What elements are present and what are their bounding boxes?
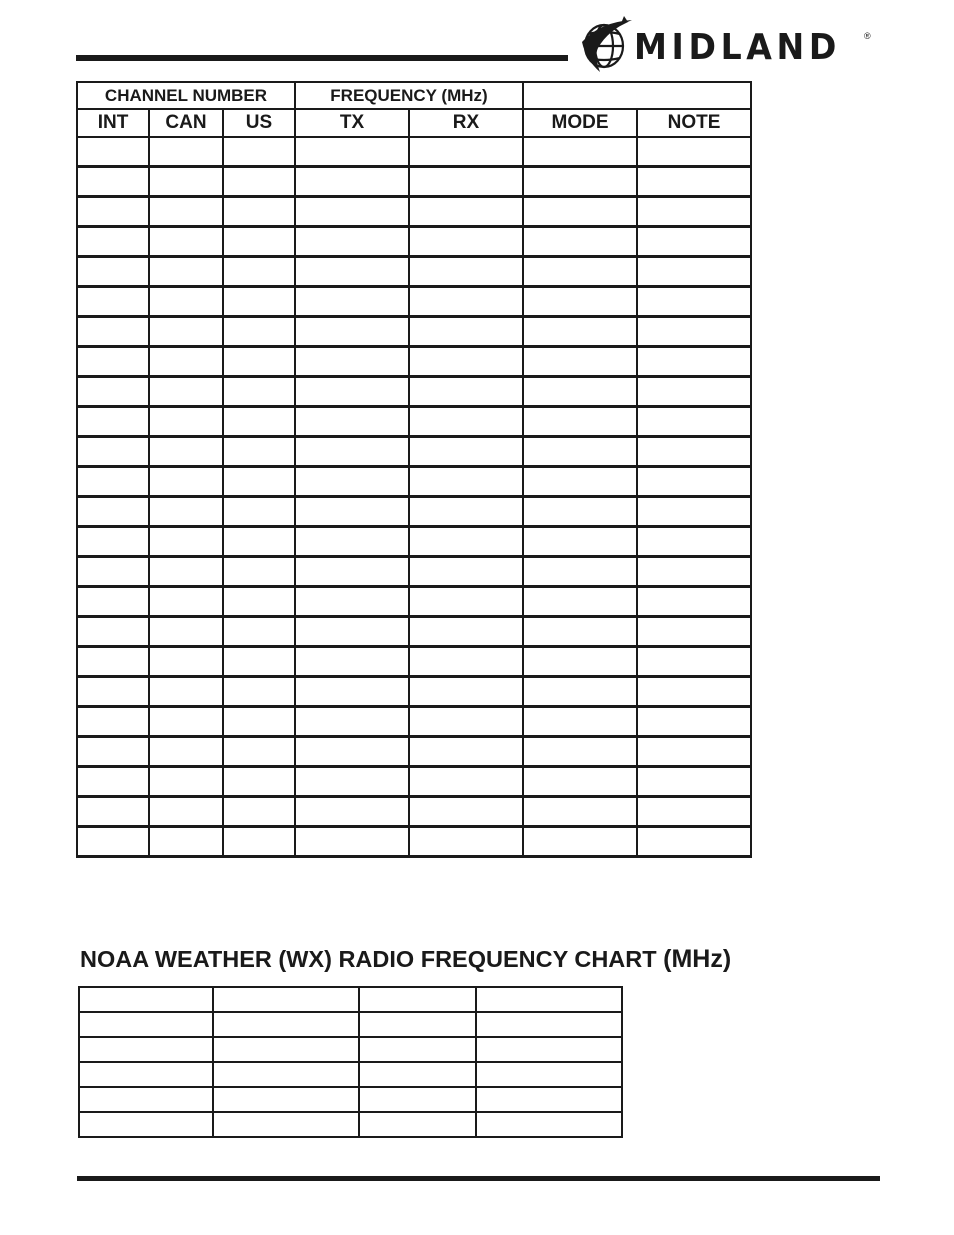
- table-row: [79, 1012, 622, 1037]
- table-cell: [295, 497, 409, 527]
- table-cell: [149, 257, 223, 287]
- table-cell: [359, 987, 476, 1012]
- table-cell: [149, 377, 223, 407]
- table-cell: [149, 767, 223, 797]
- table-cell: [213, 1012, 359, 1037]
- table-cell: [295, 467, 409, 497]
- table-cell: [223, 497, 295, 527]
- table-cell: [637, 797, 751, 827]
- table-cell: [77, 797, 149, 827]
- table-cell: [409, 587, 523, 617]
- table-cell: [77, 497, 149, 527]
- table-cell: [149, 287, 223, 317]
- table-cell: [523, 347, 637, 377]
- table-cell: [476, 1062, 622, 1087]
- brand-wordmark: [634, 27, 841, 68]
- table-cell: [149, 647, 223, 677]
- table-cell: [523, 707, 637, 737]
- table-cell: [295, 377, 409, 407]
- table-cell: [77, 137, 149, 167]
- table-cell: [149, 347, 223, 377]
- table-cell: [409, 197, 523, 227]
- table-cell: [523, 437, 637, 467]
- brand-first-letter: M: [634, 27, 672, 68]
- table-cell: [77, 737, 149, 767]
- table-row: [77, 467, 751, 497]
- table-cell: [149, 677, 223, 707]
- table-cell: [637, 707, 751, 737]
- table-row: [77, 587, 751, 617]
- table-cell: [149, 557, 223, 587]
- table-cell: [637, 647, 751, 677]
- table-row: [77, 737, 751, 767]
- table-cell: [409, 737, 523, 767]
- table-cell: [77, 467, 149, 497]
- table-cell: [637, 617, 751, 647]
- table-cell: [523, 527, 637, 557]
- table-cell: [359, 1037, 476, 1062]
- table-cell: [149, 197, 223, 227]
- table-cell: [523, 197, 637, 227]
- table-cell: [79, 987, 213, 1012]
- table-row: [77, 197, 751, 227]
- table-cell: [149, 527, 223, 557]
- table-cell: [223, 587, 295, 617]
- table-cell: [295, 347, 409, 377]
- table-cell: [77, 647, 149, 677]
- table-cell: [295, 827, 409, 857]
- table-cell: [223, 257, 295, 287]
- table-cell: [409, 497, 523, 527]
- table-cell: [523, 617, 637, 647]
- table-cell: [523, 407, 637, 437]
- table-cell: [213, 1112, 359, 1137]
- table-cell: [223, 617, 295, 647]
- table-cell: [637, 287, 751, 317]
- table-cell: [295, 647, 409, 677]
- table-cell: [409, 557, 523, 587]
- table-cell: [637, 827, 751, 857]
- table-cell: [223, 317, 295, 347]
- table-cell: [359, 1112, 476, 1137]
- table-cell: [637, 587, 751, 617]
- table-cell: [523, 257, 637, 287]
- table-cell: [523, 167, 637, 197]
- table-cell: [409, 617, 523, 647]
- table-cell: [409, 437, 523, 467]
- table-cell: [409, 767, 523, 797]
- registered-mark: ®: [864, 31, 871, 41]
- table-row: [77, 377, 751, 407]
- brand-rest: IDLAND: [671, 27, 841, 68]
- table-cell: [523, 497, 637, 527]
- table-cell: [223, 767, 295, 797]
- column-header-mode: MODE: [523, 109, 637, 137]
- table-cell: [409, 527, 523, 557]
- table-cell: [295, 527, 409, 557]
- table-row: [77, 167, 751, 197]
- table-cell: [149, 467, 223, 497]
- table-cell: [637, 737, 751, 767]
- table-row: [79, 1037, 622, 1062]
- table-cell: [295, 707, 409, 737]
- column-header-note: NOTE: [637, 109, 751, 137]
- table-cell: [149, 797, 223, 827]
- table-cell: [637, 497, 751, 527]
- table-cell: [523, 587, 637, 617]
- table-cell: [523, 737, 637, 767]
- table-cell: [149, 827, 223, 857]
- table-cell: [77, 527, 149, 557]
- table-cell: [223, 227, 295, 257]
- table-cell: [79, 1112, 213, 1137]
- table-cell: [637, 137, 751, 167]
- globe-swoosh-icon: [580, 12, 634, 78]
- table-cell: [223, 467, 295, 497]
- table-cell: [149, 587, 223, 617]
- table-cell: [409, 797, 523, 827]
- footer-rule: [77, 1176, 880, 1181]
- table-cell: [295, 407, 409, 437]
- table-cell: [223, 197, 295, 227]
- table-cell: [523, 227, 637, 257]
- table-cell: [223, 527, 295, 557]
- table-row: [77, 527, 751, 557]
- wx-chart-title: [80, 944, 731, 974]
- table-cell: [637, 197, 751, 227]
- table-cell: [79, 1037, 213, 1062]
- table-row: [77, 707, 751, 737]
- table-row: [77, 647, 751, 677]
- table-cell: [637, 257, 751, 287]
- wx-title-text: NOAA WEATHER (WX) RADIO FREQUENCY CHART: [80, 946, 657, 972]
- table-row: [77, 407, 751, 437]
- table-cell: [223, 557, 295, 587]
- table-cell: [523, 797, 637, 827]
- table-cell: [149, 437, 223, 467]
- table-cell: [295, 287, 409, 317]
- table-row: [77, 317, 751, 347]
- table-cell: [409, 227, 523, 257]
- table-cell: [409, 257, 523, 287]
- table-cell: [295, 317, 409, 347]
- table-cell: [476, 1012, 622, 1037]
- table-cell: [149, 737, 223, 767]
- table-cell: [223, 677, 295, 707]
- table-cell: [409, 827, 523, 857]
- table-row: [77, 677, 751, 707]
- table-cell: [295, 797, 409, 827]
- wx-frequency-table: [78, 986, 623, 1138]
- table-cell: [295, 167, 409, 197]
- table-cell: [149, 707, 223, 737]
- table-cell: [523, 677, 637, 707]
- table-cell: [149, 497, 223, 527]
- table-cell: [223, 167, 295, 197]
- column-header-us: US: [223, 109, 295, 137]
- table-cell: [359, 1062, 476, 1087]
- table-cell: [77, 437, 149, 467]
- table-cell: [637, 467, 751, 497]
- frequency-header: FREQUENCY (MHz): [295, 82, 523, 109]
- table-row: [77, 137, 751, 167]
- table-cell: [409, 167, 523, 197]
- table-cell: [409, 347, 523, 377]
- table-cell: [523, 287, 637, 317]
- table-cell: [223, 137, 295, 167]
- table-cell: [223, 347, 295, 377]
- table-cell: [409, 137, 523, 167]
- table-cell: [637, 227, 751, 257]
- table-cell: [77, 287, 149, 317]
- table-row: [77, 347, 751, 377]
- table-cell: [77, 587, 149, 617]
- table-cell: [149, 227, 223, 257]
- table-cell: [295, 557, 409, 587]
- table-cell: [295, 737, 409, 767]
- table-cell: [223, 707, 295, 737]
- wx-title-unit: (MHz): [663, 945, 732, 973]
- table-cell: [637, 437, 751, 467]
- table-cell: [409, 407, 523, 437]
- table-row: [77, 437, 751, 467]
- table-cell: [409, 677, 523, 707]
- table-cell: [523, 317, 637, 347]
- column-header-rx: RX: [409, 109, 523, 137]
- table-cell: [149, 617, 223, 647]
- table-cell: [223, 437, 295, 467]
- table-cell: [77, 617, 149, 647]
- table-cell: [637, 407, 751, 437]
- table-cell: [637, 167, 751, 197]
- table-row: [79, 1087, 622, 1112]
- table-cell: [637, 347, 751, 377]
- table-cell: [77, 827, 149, 857]
- table-cell: [523, 557, 637, 587]
- table-cell: [295, 197, 409, 227]
- table-cell: [79, 1087, 213, 1112]
- column-header-tx: TX: [295, 109, 409, 137]
- table-cell: [409, 317, 523, 347]
- table-cell: [637, 527, 751, 557]
- table-cell: [77, 317, 149, 347]
- table-cell: [149, 407, 223, 437]
- table-cell: [637, 317, 751, 347]
- table-cell: [213, 1062, 359, 1087]
- column-header-can: CAN: [149, 109, 223, 137]
- table-row: [77, 827, 751, 857]
- table-cell: [213, 987, 359, 1012]
- table-cell: [295, 227, 409, 257]
- table-cell: [149, 167, 223, 197]
- table-cell: [409, 467, 523, 497]
- table-row: [77, 257, 751, 287]
- channel-table-group-header: [77, 82, 751, 109]
- table-cell: [223, 647, 295, 677]
- table-cell: [637, 767, 751, 797]
- table-cell: [476, 1087, 622, 1112]
- table-cell: [295, 587, 409, 617]
- header-rule: [76, 55, 568, 61]
- table-cell: [77, 767, 149, 797]
- table-cell: [295, 437, 409, 467]
- table-cell: [637, 677, 751, 707]
- table-row: [77, 287, 751, 317]
- table-cell: [77, 167, 149, 197]
- table-cell: [223, 827, 295, 857]
- table-cell: [523, 377, 637, 407]
- table-cell: [359, 1012, 476, 1037]
- table-cell: [77, 377, 149, 407]
- table-cell: [476, 987, 622, 1012]
- table-cell: [79, 1062, 213, 1087]
- table-row: [77, 227, 751, 257]
- table-cell: [77, 707, 149, 737]
- channel-number-header: CHANNEL NUMBER: [77, 82, 295, 109]
- table-cell: [223, 797, 295, 827]
- table-cell: [77, 347, 149, 377]
- table-cell: [295, 617, 409, 647]
- table-cell: [409, 287, 523, 317]
- table-cell: [295, 137, 409, 167]
- table-cell: [409, 377, 523, 407]
- table-cell: [409, 647, 523, 677]
- table-cell: [77, 257, 149, 287]
- table-cell: [295, 257, 409, 287]
- column-header-int: INT: [77, 109, 149, 137]
- table-cell: [523, 137, 637, 167]
- table-row: [77, 557, 751, 587]
- channel-table-column-header: [77, 109, 751, 137]
- table-row: [77, 497, 751, 527]
- table-cell: [476, 1037, 622, 1062]
- table-row: [79, 1062, 622, 1087]
- table-cell: [523, 827, 637, 857]
- table-cell: [359, 1087, 476, 1112]
- table-cell: [295, 767, 409, 797]
- midland-logo: [580, 12, 880, 78]
- table-cell: [79, 1012, 213, 1037]
- table-cell: [295, 677, 409, 707]
- table-cell: [523, 647, 637, 677]
- table-cell: [637, 377, 751, 407]
- table-cell: [149, 317, 223, 347]
- table-row: [77, 797, 751, 827]
- table-cell: [637, 557, 751, 587]
- table-cell: [77, 677, 149, 707]
- table-row: [79, 987, 622, 1012]
- table-cell: [476, 1112, 622, 1137]
- table-cell: [213, 1037, 359, 1062]
- table-cell: [77, 197, 149, 227]
- table-cell: [523, 467, 637, 497]
- table-cell: [223, 377, 295, 407]
- table-cell: [409, 707, 523, 737]
- table-cell: [77, 227, 149, 257]
- blank-group-header: [523, 82, 751, 109]
- table-cell: [77, 407, 149, 437]
- table-cell: [223, 407, 295, 437]
- table-row: [79, 1112, 622, 1137]
- table-cell: [223, 287, 295, 317]
- table-cell: [213, 1087, 359, 1112]
- table-cell: [149, 137, 223, 167]
- table-row: [77, 767, 751, 797]
- table-cell: [77, 557, 149, 587]
- channel-table: [76, 81, 752, 858]
- table-row: [77, 617, 751, 647]
- table-cell: [523, 767, 637, 797]
- table-cell: [223, 737, 295, 767]
